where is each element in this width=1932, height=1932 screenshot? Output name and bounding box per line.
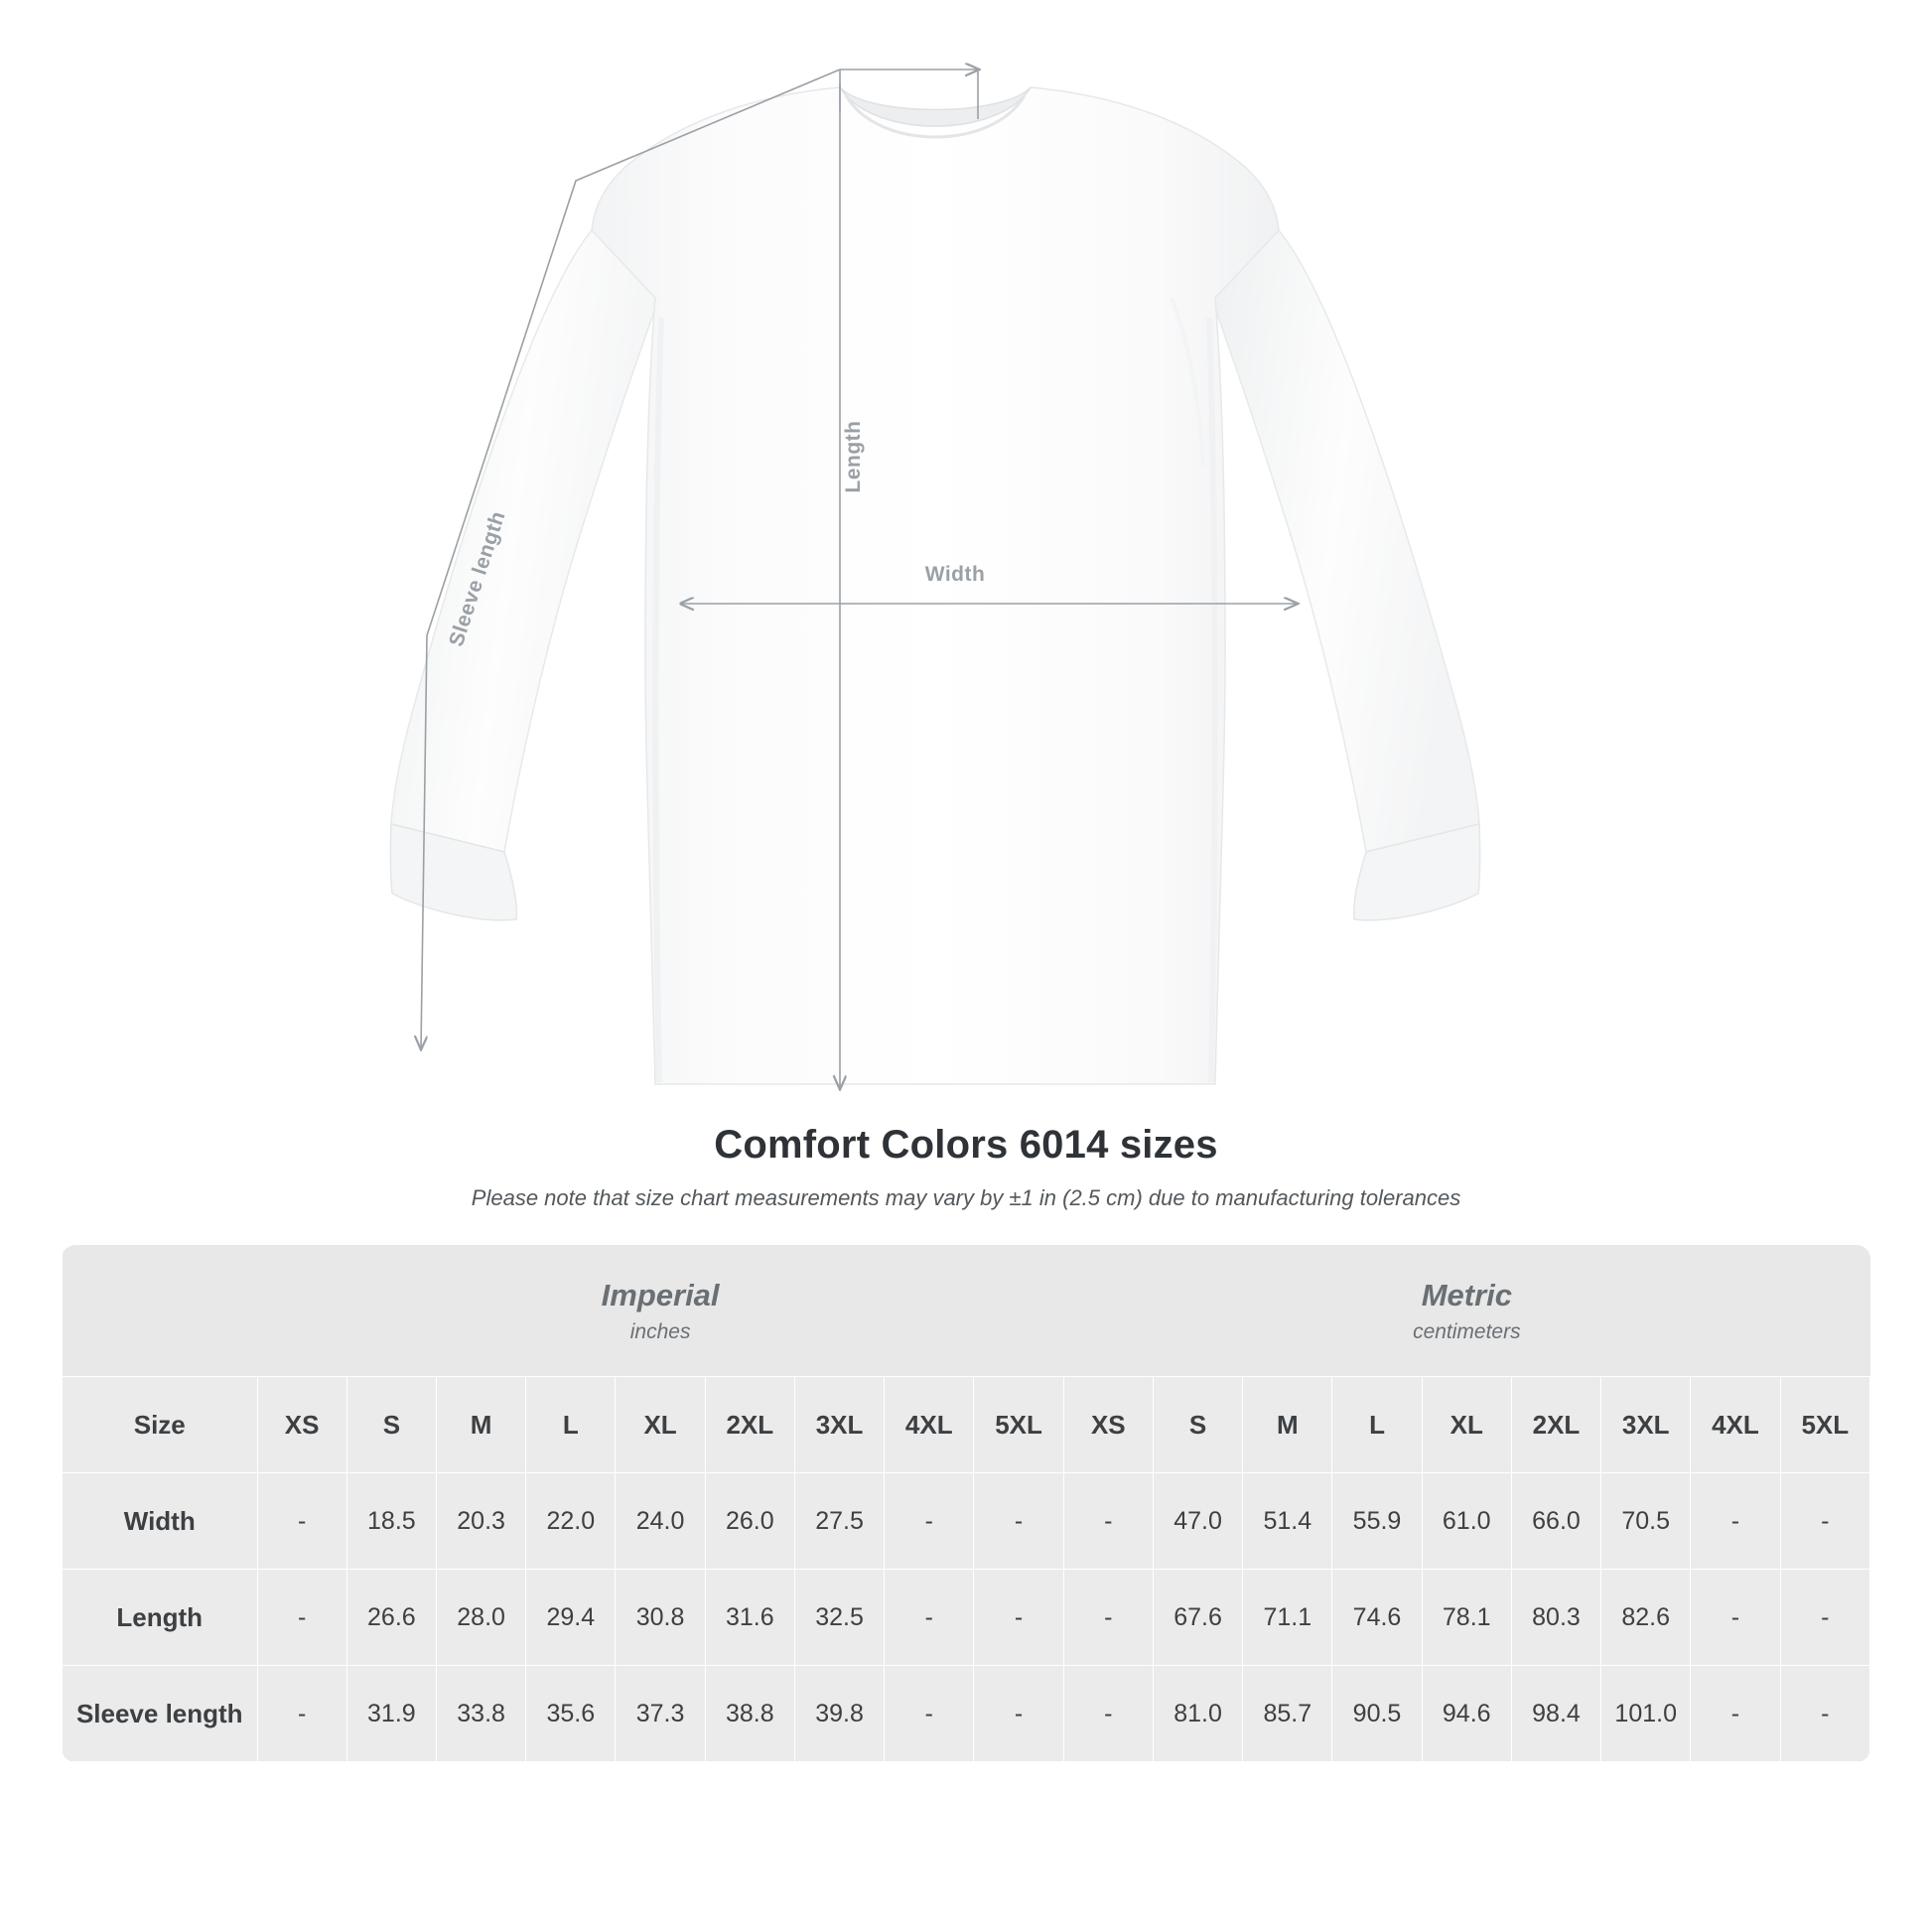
table-row [63,1666,1870,1762]
table-row [63,1473,1870,1570]
chart-heading [0,1123,1932,1211]
length-imperial-xs: - [257,1570,346,1666]
width-metric-s: 47.0 [1153,1473,1242,1570]
metric-header [1063,1245,1869,1377]
sleeve-imperial-xl: 37.3 [616,1666,705,1762]
left-sleeve [391,230,659,852]
size-header-imperial-2xl: 2XL [705,1377,794,1473]
width-imperial-2xl: 26.0 [705,1473,794,1570]
sleeve-imperial-2xl: 38.8 [705,1666,794,1762]
shirt-body [592,87,1279,1084]
width-metric-2xl: 66.0 [1511,1473,1600,1570]
size-header-imperial-4xl: 4XL [885,1377,974,1473]
width-imperial-xs: - [257,1473,346,1570]
sleeve-metric-5xl: - [1780,1666,1869,1762]
length-imperial-xl: 30.8 [616,1570,705,1666]
size-header-metric-4xl: 4XL [1691,1377,1780,1473]
width-metric-xs: - [1063,1473,1153,1570]
width-metric-5xl: - [1780,1473,1869,1570]
width-metric-3xl: 70.5 [1601,1473,1691,1570]
size-header-metric-m: M [1243,1377,1332,1473]
sleeve-metric-xs: - [1063,1666,1153,1762]
sleeve-imperial-5xl: - [974,1666,1063,1762]
unit-system-row [63,1245,1870,1377]
sleeve-imperial-3xl: 39.8 [794,1666,884,1762]
length-metric-xl: 78.1 [1422,1570,1511,1666]
length-label: Length [842,420,865,493]
sleeve-imperial-4xl: - [885,1666,974,1762]
sleeve-imperial-l: 35.6 [526,1666,616,1762]
size-header-metric-2xl: 2XL [1511,1377,1600,1473]
width-imperial-l: 22.0 [526,1473,616,1570]
width-imperial-s: 18.5 [346,1473,436,1570]
metric-system-label: Metric [1421,1277,1512,1312]
width-imperial-m: 20.3 [436,1473,525,1570]
size-header-metric-l: L [1332,1377,1422,1473]
size-header-metric-xs: XS [1063,1377,1153,1473]
row-label-sleeve-length: Sleeve length [63,1666,258,1762]
length-metric-xs: - [1063,1570,1153,1666]
length-metric-4xl: - [1691,1570,1780,1666]
sleeve-metric-xl: 94.6 [1422,1666,1511,1762]
length-imperial-s: 26.6 [346,1570,436,1666]
size-col-header: Size [63,1377,258,1473]
width-imperial-4xl: - [885,1473,974,1570]
shirt-graphic [390,87,1479,1084]
length-imperial-m: 28.0 [436,1570,525,1666]
sleeve-metric-4xl: - [1691,1666,1780,1762]
length-metric-l: 74.6 [1332,1570,1422,1666]
tolerance-note: Please note that size chart measurements may vary by ±1 in (2.5 cm) due to manufacturing tolerances [471,1185,1461,1210]
right-sleeve [1211,230,1479,852]
width-metric-l: 55.9 [1332,1473,1422,1570]
row-label-length: Length [63,1570,258,1666]
page-title: Comfort Colors 6014 sizes [714,1123,1218,1167]
length-imperial-l: 29.4 [526,1570,616,1666]
size-header-imperial-5xl: 5XL [974,1377,1063,1473]
length-imperial-2xl: 31.6 [705,1570,794,1666]
width-metric-4xl: - [1691,1473,1780,1570]
size-header-imperial-l: L [526,1377,616,1473]
size-table-wrapper [62,1245,1870,1762]
imperial-system-label: Imperial [601,1277,720,1312]
unit-row-spacer [63,1245,258,1377]
sleeve-length-label: Sleeve length [444,507,510,650]
size-header-metric-5xl: 5XL [1780,1377,1869,1473]
size-table [62,1245,1870,1762]
length-metric-m: 71.1 [1243,1570,1332,1666]
sleeve-metric-m: 85.7 [1243,1666,1332,1762]
sleeve-imperial-s: 31.9 [346,1666,436,1762]
row-label-width: Width [63,1473,258,1570]
length-metric-s: 67.6 [1153,1570,1242,1666]
table-row [63,1570,1870,1666]
size-header-metric-3xl: 3XL [1601,1377,1691,1473]
length-imperial-3xl: 32.5 [794,1570,884,1666]
sleeve-metric-s: 81.0 [1153,1666,1242,1762]
width-metric-m: 51.4 [1243,1473,1332,1570]
length-metric-2xl: 80.3 [1511,1570,1600,1666]
sleeve-metric-l: 90.5 [1332,1666,1422,1762]
size-header-imperial-3xl: 3XL [794,1377,884,1473]
length-imperial-4xl: - [885,1570,974,1666]
size-header-imperial-xl: XL [616,1377,705,1473]
width-imperial-xl: 24.0 [616,1473,705,1570]
size-header-metric-s: S [1153,1377,1242,1473]
size-header-metric-xl: XL [1422,1377,1511,1473]
size-header-imperial-m: M [436,1377,525,1473]
size-header-imperial-s: S [346,1377,436,1473]
sleeve-metric-3xl: 101.0 [1601,1666,1691,1762]
width-imperial-5xl: - [974,1473,1063,1570]
metric-unit-label: centimeters [1413,1319,1521,1343]
width-label: Width [924,563,986,586]
length-metric-5xl: - [1780,1570,1869,1666]
length-metric-3xl: 82.6 [1601,1570,1691,1666]
size-header-imperial-xs: XS [257,1377,346,1473]
width-imperial-3xl: 27.5 [794,1473,884,1570]
width-metric-xl: 61.0 [1422,1473,1511,1570]
size-header-row [63,1377,1870,1473]
length-imperial-5xl: - [974,1570,1063,1666]
imperial-header [257,1245,1063,1377]
sleeve-imperial-xs: - [257,1666,346,1762]
sleeve-metric-2xl: 98.4 [1511,1666,1600,1762]
sleeve-imperial-m: 33.8 [436,1666,525,1762]
imperial-unit-label: inches [629,1319,691,1343]
